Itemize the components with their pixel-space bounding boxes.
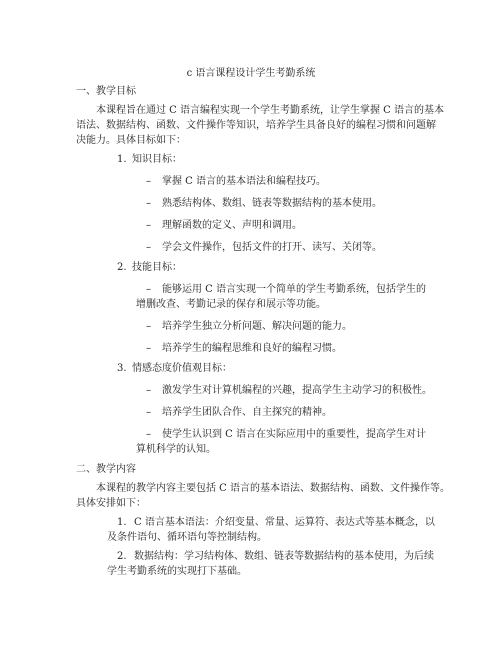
goal-3-bullet-2: 培养学生团队合作、自主探究的精神。 xyxy=(162,407,332,418)
goal-3-number: 3. xyxy=(117,363,127,374)
content-item-2-line-1: 数据结构：学习结构体、数组、链表等数据结构的基本使用，为后续 xyxy=(134,551,434,562)
goal-2-number: 2. xyxy=(117,262,127,273)
bullet-dash: – xyxy=(146,385,151,396)
bullet-dash: – xyxy=(146,176,151,187)
content-item-1-line-2: 及条件语句、循环语句等控制结构。 xyxy=(107,532,267,543)
content-intro-line-1: 本课程的教学内容主要包括 C 语言的基本语法、数据结构、函数、文件操作等。 xyxy=(96,483,451,494)
goal-2-label: 技能目标： xyxy=(132,262,182,273)
bullet-dash: – xyxy=(146,284,151,295)
goal-3-bullet-1: 激发学生对计算机编程的兴趣，提高学生主动学习的积极性。 xyxy=(162,385,432,396)
goal-3-bullet-3-line-2: 算机科学的认知。 xyxy=(136,444,216,455)
goal-1-bullet-2: 熟悉结构体、数组、链表等数据结构的基本使用。 xyxy=(162,198,382,209)
section-heading-objectives: 一、教学目标 xyxy=(76,86,136,97)
bullet-dash: – xyxy=(146,429,151,440)
content-item-2-line-2: 学生考勤系统的实现打下基础。 xyxy=(107,566,247,577)
section-heading-content: 二、教学内容 xyxy=(76,464,136,475)
document-title: c 语言课程设计学生考勤系统 xyxy=(186,68,316,79)
bullet-dash: – xyxy=(146,343,151,354)
bullet-dash: – xyxy=(146,198,151,209)
bullet-dash: – xyxy=(146,220,151,231)
objectives-intro-line-3: 决能力。具体目标如下： xyxy=(76,135,186,146)
goal-2-bullet-2: 培养学生独立分析问题、解决问题的能力。 xyxy=(162,321,352,332)
content-item-1-number: 1. xyxy=(117,517,127,528)
goal-1-bullet-1: 掌握 C 语言的基本语法和编程技巧。 xyxy=(162,176,327,187)
objectives-intro-line-2: 语法、数据结构、函数、文件操作等知识，培养学生具备良好的编程习惯和问题解 xyxy=(76,120,436,131)
content-item-2-number: 2. xyxy=(117,551,127,562)
bullet-dash: – xyxy=(146,407,151,418)
goal-3-bullet-3-line-1: 使学生认识到 C 语言在实际应用中的重要性，提高学生对计 xyxy=(162,429,427,440)
bullet-dash: – xyxy=(146,242,151,253)
goal-1-label: 知识目标： xyxy=(132,154,182,165)
content-intro-line-2: 具体安排如下： xyxy=(76,498,146,509)
goal-3-label: 情感态度价值观目标： xyxy=(132,363,232,374)
goal-2-bullet-1-line-1: 能够运用 C 语言实现一个简单的学生考勤系统，包括学生的 xyxy=(162,284,427,295)
goal-2-bullet-1-line-2: 增删改查、考勤记录的保存和展示等功能。 xyxy=(136,299,326,310)
goal-2-bullet-3: 培养学生的编程思维和良好的编程习惯。 xyxy=(162,343,342,354)
content-item-1-line-1: C 语言基本语法：介绍变量、常量、运算符、表达式等基本概念，以 xyxy=(134,517,435,528)
objectives-intro-line-1: 本课程旨在通过 C 语言编程实现一个学生考勤系统，让学生掌握 C 语言的基本 xyxy=(96,105,445,116)
goal-1-number: 1. xyxy=(117,154,127,165)
goal-1-bullet-3: 理解函数的定义、声明和调用。 xyxy=(162,220,302,231)
goal-1-bullet-4: 学会文件操作，包括文件的打开、读写、关闭等。 xyxy=(162,242,382,253)
bullet-dash: – xyxy=(146,321,151,332)
